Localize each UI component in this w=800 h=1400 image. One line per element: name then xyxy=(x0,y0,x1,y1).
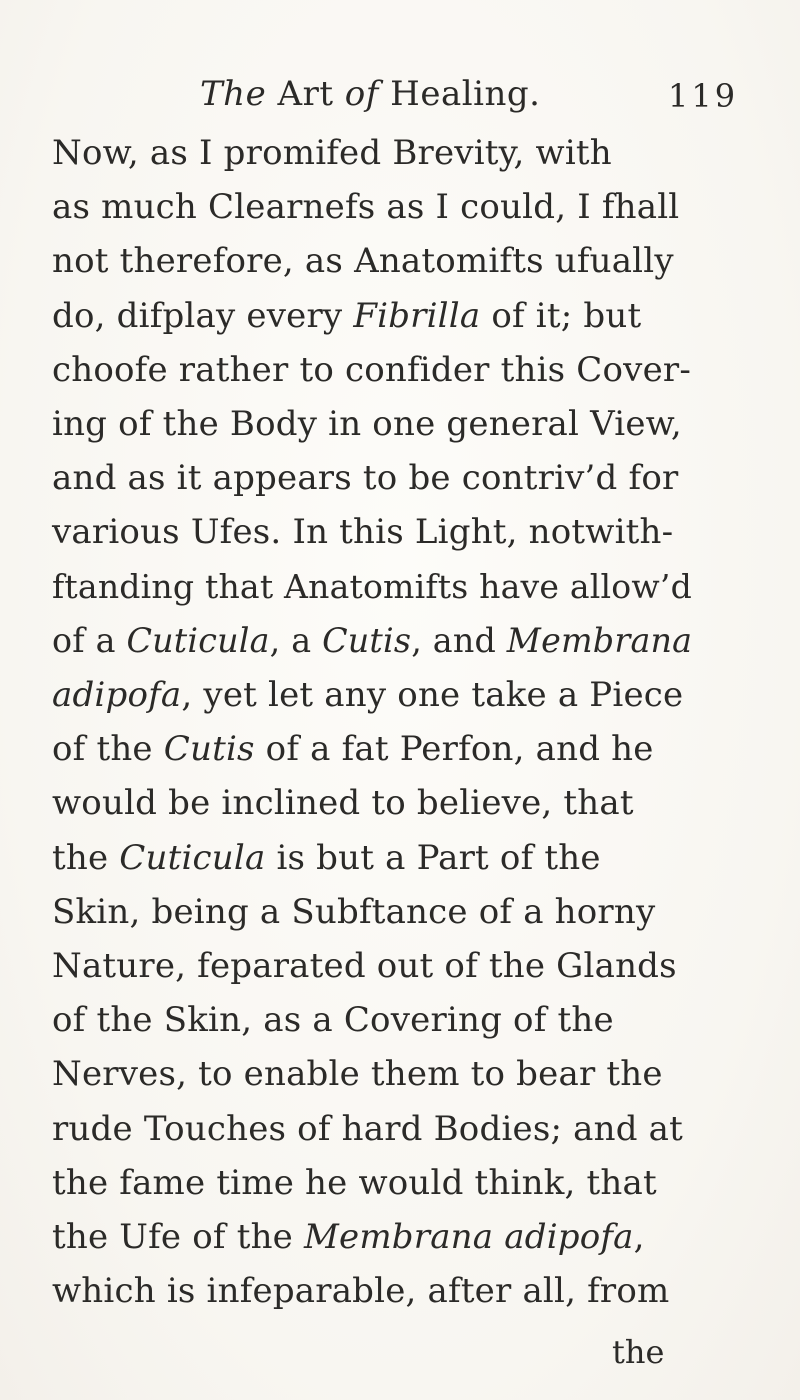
text-line xyxy=(52,126,692,180)
text-run: choofe rather to confider this Cover- xyxy=(52,349,692,390)
header-of: of xyxy=(344,74,379,114)
italic-term: Cutis xyxy=(163,729,255,770)
page-number: 119 xyxy=(668,77,739,115)
text-run: which is infeparable, after all, from xyxy=(52,1271,670,1312)
catchword: the xyxy=(612,1333,665,1371)
text-run: the Ufe of the xyxy=(52,1217,305,1258)
text-run: of the Skin, as a Covering of the xyxy=(52,1000,614,1041)
text-run: of a fat Perfon, and he xyxy=(254,729,654,770)
header-healing: Healing. xyxy=(378,74,541,114)
text-line xyxy=(52,668,692,722)
text-line xyxy=(52,993,692,1047)
text-line xyxy=(52,505,692,559)
body-text xyxy=(52,126,692,1318)
text-line xyxy=(52,1156,692,1210)
text-run: , xyxy=(633,1217,645,1258)
text-line xyxy=(52,560,692,614)
text-line xyxy=(52,234,692,288)
header-art: Art xyxy=(266,74,345,114)
text-run: ftanding that Anatomifts have allow’d xyxy=(52,566,692,606)
text-line xyxy=(52,776,692,830)
text-run: Nature, feparated out of the Glands xyxy=(52,946,677,987)
text-line xyxy=(52,1047,692,1101)
text-line xyxy=(52,1102,692,1156)
italic-term: Cuticula xyxy=(119,837,266,878)
text-line xyxy=(52,885,692,939)
text-run: the fame time he would think, that xyxy=(52,1162,657,1203)
text-run: the xyxy=(52,837,120,878)
text-run: Now, as I promifed Brevity, with xyxy=(52,133,612,173)
running-header xyxy=(200,72,739,116)
text-line xyxy=(52,343,692,397)
text-line xyxy=(52,831,692,885)
text-run: rude Touches of hard Bodies; and at xyxy=(52,1108,684,1149)
text-run: of the xyxy=(52,729,164,770)
italic-term: Cuticula xyxy=(126,620,270,660)
text-run: is but a Part of the xyxy=(265,837,601,878)
text-line xyxy=(52,451,692,505)
text-line xyxy=(52,289,692,343)
text-run: , yet let any one take a Piece xyxy=(181,675,684,716)
text-run: as much Clearnefs as I could, I fhall xyxy=(52,187,680,228)
text-run: not therefore, as Anatomifts ufually xyxy=(52,241,674,282)
text-line xyxy=(52,939,692,993)
italic-term: Fibrilla xyxy=(353,295,481,336)
text-run: would be inclined to believe, that xyxy=(52,783,634,824)
text-line xyxy=(52,722,692,776)
header-the: The xyxy=(200,74,267,114)
text-line xyxy=(52,397,692,451)
italic-term: Cutis xyxy=(322,620,412,660)
text-run: , a xyxy=(269,620,323,660)
italic-term: Membrana adipofa xyxy=(304,1217,634,1258)
text-run: Skin, being a Subftance of a horny xyxy=(52,891,656,932)
text-run: of it; but xyxy=(480,295,642,336)
text-run: , and xyxy=(411,620,507,660)
text-run: do, difplay every xyxy=(52,295,354,336)
text-line xyxy=(52,1264,692,1318)
italic-term: adipofa xyxy=(52,675,182,716)
text-run: Nerves, to enable them to bear the xyxy=(52,1054,663,1095)
text-run: and as it appears to be contriv’d for xyxy=(52,458,679,499)
text-line xyxy=(52,1210,692,1264)
text-run: various Ufes. In this Light, notwith- xyxy=(52,512,674,553)
text-line xyxy=(52,180,692,234)
text-line xyxy=(52,614,692,668)
text-run: ing of the Body in one general View, xyxy=(52,404,682,445)
italic-term: Membrana xyxy=(506,620,693,660)
text-run: of a xyxy=(52,620,127,660)
